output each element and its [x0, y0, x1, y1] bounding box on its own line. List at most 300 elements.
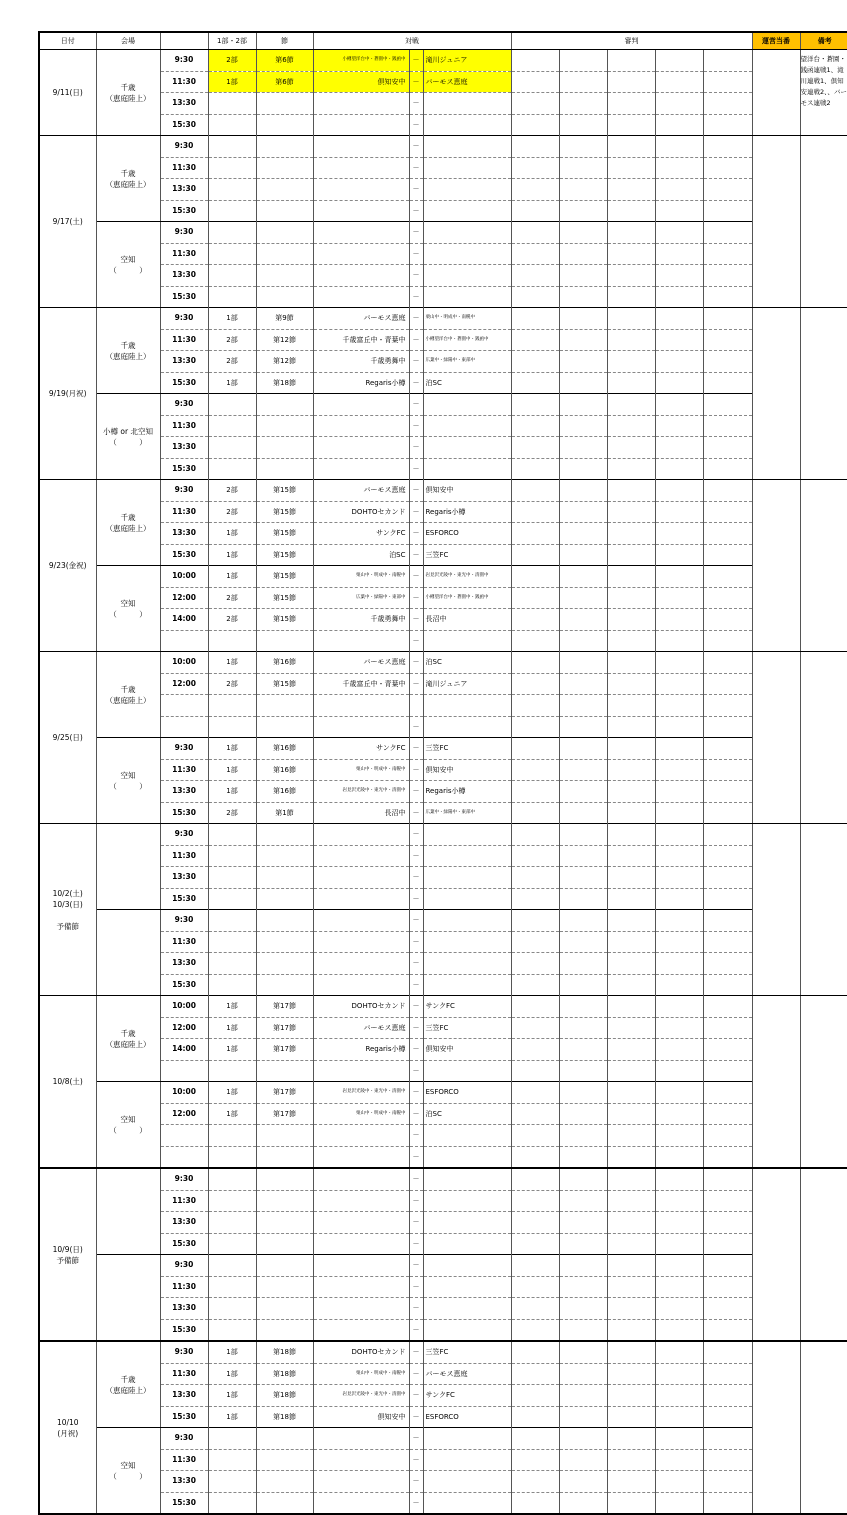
referee-cell	[559, 1276, 607, 1298]
division-cell	[208, 867, 256, 889]
referee-cell	[511, 953, 559, 975]
time-cell: 13:30	[160, 265, 208, 287]
referee-cell	[511, 824, 559, 846]
referee-cell	[655, 458, 703, 480]
time-cell: 12:00	[160, 1017, 208, 1039]
referee-cell	[559, 200, 607, 222]
division-cell	[208, 1492, 256, 1514]
referee-cell	[559, 738, 607, 760]
referee-cell	[703, 1428, 752, 1450]
referee-cell	[703, 1449, 752, 1471]
time-cell: 9:30	[160, 1341, 208, 1363]
home-team-cell: 長沼中	[313, 802, 409, 824]
vs-dash: －	[409, 523, 423, 545]
date-cell: 10/10 (月祝)	[39, 1341, 96, 1514]
time-cell: 13:30	[160, 93, 208, 115]
away-team-cell: 三笠FC	[423, 544, 511, 566]
venue-name: 千歳	[120, 1374, 136, 1384]
division-cell	[208, 265, 256, 287]
referee-cell	[511, 652, 559, 674]
header-division: 1部・2部	[208, 32, 256, 50]
division-cell	[208, 1146, 256, 1168]
time-cell: 15:30	[160, 802, 208, 824]
home-team-cell: バーモス恵庭	[313, 480, 409, 502]
referee-cell	[559, 1449, 607, 1471]
referee-cell	[559, 394, 607, 416]
schedule-row	[39, 566, 847, 588]
referee-cell	[511, 200, 559, 222]
venue-sub: （ ）	[109, 1471, 147, 1481]
referee-cell	[511, 609, 559, 631]
referee-cell	[511, 1406, 559, 1428]
home-team-cell: 広葉中・緑陽中・東部中	[313, 587, 409, 609]
referee-cell	[559, 759, 607, 781]
round-cell	[256, 867, 313, 889]
referee-cell	[511, 1212, 559, 1234]
home-team-cell	[313, 1492, 409, 1514]
header-date: 日付	[39, 32, 96, 50]
referee-cell	[559, 243, 607, 265]
referee-cell	[559, 1363, 607, 1385]
header-venue: 会場	[96, 32, 160, 50]
referee-cell	[703, 1146, 752, 1168]
home-team-cell	[313, 265, 409, 287]
vs-dash: －	[409, 286, 423, 308]
round-cell: 第12節	[256, 329, 313, 351]
referee-cell	[703, 1319, 752, 1341]
referee-cell	[511, 114, 559, 136]
vs-dash: －	[409, 222, 423, 244]
referee-cell	[607, 1125, 655, 1147]
time-cell: 13:30	[160, 1298, 208, 1320]
venue-sub: （ ）	[109, 609, 147, 619]
referee-cell	[607, 1233, 655, 1255]
time-cell: 9:30	[160, 824, 208, 846]
time-cell: 11:30	[160, 329, 208, 351]
referee-cell	[559, 523, 607, 545]
referee-cell	[511, 673, 559, 695]
division-cell	[208, 114, 256, 136]
referee-cell	[511, 351, 559, 373]
referee-cell	[607, 953, 655, 975]
round-cell	[256, 1212, 313, 1234]
referee-cell	[655, 415, 703, 437]
referee-cell	[511, 1341, 559, 1363]
division-cell	[208, 286, 256, 308]
referee-cell	[511, 996, 559, 1018]
referee-cell	[511, 265, 559, 287]
remarks-cell	[800, 824, 847, 996]
referee-cell	[655, 1017, 703, 1039]
home-team-cell: バーモス恵庭	[313, 308, 409, 330]
schedule-row	[39, 437, 847, 459]
time-cell: 13:30	[160, 1212, 208, 1234]
referee-cell	[655, 996, 703, 1018]
division-cell: 1部	[208, 781, 256, 803]
round-cell	[256, 1168, 313, 1190]
division-cell: 2部	[208, 50, 256, 72]
time-cell	[160, 1125, 208, 1147]
division-cell	[208, 1471, 256, 1493]
referee-cell	[703, 845, 752, 867]
time-cell: 13:30	[160, 781, 208, 803]
referee-cell	[607, 609, 655, 631]
referee-cell	[607, 738, 655, 760]
home-team-cell	[313, 415, 409, 437]
away-team-cell	[423, 1190, 511, 1212]
away-team-cell	[423, 1125, 511, 1147]
away-team-cell: 倶知安中	[423, 1039, 511, 1061]
referee-cell	[559, 1492, 607, 1514]
venue-name: 小樽 or 北空知	[103, 426, 153, 436]
referee-cell	[511, 695, 559, 717]
time-cell: 13:30	[160, 523, 208, 545]
round-cell	[256, 1298, 313, 1320]
away-team-cell	[423, 136, 511, 158]
referee-cell	[559, 1428, 607, 1450]
remarks-cell	[800, 652, 847, 824]
round-cell	[256, 222, 313, 244]
referee-cell	[703, 1017, 752, 1039]
referee-cell	[559, 501, 607, 523]
date-cell: 9/25(日)	[39, 652, 96, 824]
division-cell: 2部	[208, 802, 256, 824]
away-team-cell: 泊SC	[423, 1103, 511, 1125]
header-remarks: 備考	[800, 32, 847, 50]
remarks-cell	[800, 136, 847, 308]
referee-cell	[559, 480, 607, 502]
referee-cell	[703, 910, 752, 932]
division-cell: 1部	[208, 544, 256, 566]
away-team-cell	[423, 222, 511, 244]
away-team-cell: サンクFC	[423, 996, 511, 1018]
time-cell: 15:30	[160, 458, 208, 480]
away-team-cell	[423, 1298, 511, 1320]
round-cell	[256, 1125, 313, 1147]
round-cell: 第9節	[256, 308, 313, 330]
away-team-cell: ESFORCO	[423, 1082, 511, 1104]
referee-cell	[703, 1168, 752, 1190]
referee-cell	[607, 50, 655, 72]
round-cell	[256, 910, 313, 932]
time-cell: 9:30	[160, 136, 208, 158]
away-team-cell	[423, 157, 511, 179]
away-team-cell: 倶知安中	[423, 759, 511, 781]
referee-cell	[511, 1125, 559, 1147]
referee-cell	[655, 652, 703, 674]
vs-dash: －	[409, 802, 423, 824]
away-team-cell	[423, 1471, 511, 1493]
referee-cell	[703, 1233, 752, 1255]
schedule-row	[39, 544, 847, 566]
referee-cell	[655, 1298, 703, 1320]
vs-dash: －	[409, 458, 423, 480]
venue-cell	[96, 394, 160, 480]
home-team-cell: 栗山中・明成中・南幌中	[313, 1103, 409, 1125]
referee-cell	[559, 824, 607, 846]
vs-dash: －	[409, 394, 423, 416]
referee-cell	[559, 458, 607, 480]
away-team-cell: 岩見沢光陵中・東光中・清園中	[423, 566, 511, 588]
away-team-cell: 泊SC	[423, 652, 511, 674]
vs-dash: －	[409, 609, 423, 631]
away-team-cell	[423, 888, 511, 910]
home-team-cell: 栗山中・明成中・南幌中	[313, 759, 409, 781]
referee-cell	[511, 1233, 559, 1255]
home-team-cell: DOHTOセカンド	[313, 501, 409, 523]
vs-dash: －	[409, 1363, 423, 1385]
schedule-row	[39, 501, 847, 523]
referee-cell	[703, 1492, 752, 1514]
time-cell: 11:30	[160, 243, 208, 265]
referee-cell	[703, 329, 752, 351]
venue-sub: （恵庭陸上）	[105, 523, 151, 533]
vs-dash: －	[409, 716, 423, 738]
referee-cell	[655, 716, 703, 738]
date-cell: 10/2(土) 10/3(日) 予備節	[39, 824, 96, 996]
referee-cell	[607, 1255, 655, 1277]
round-cell: 第15節	[256, 523, 313, 545]
referee-cell	[703, 1125, 752, 1147]
referee-cell	[655, 673, 703, 695]
referee-cell	[607, 867, 655, 889]
vs-dash: －	[409, 1190, 423, 1212]
referee-cell	[607, 394, 655, 416]
round-cell	[256, 1255, 313, 1277]
schedule-row	[39, 1060, 847, 1082]
referee-cell	[703, 1341, 752, 1363]
referee-cell	[607, 1341, 655, 1363]
header-match: 対戦	[313, 32, 511, 50]
referee-cell	[511, 587, 559, 609]
home-team-cell	[313, 974, 409, 996]
time-cell: 12:00	[160, 1103, 208, 1125]
referee-cell	[511, 1471, 559, 1493]
referee-cell	[703, 480, 752, 502]
referee-cell	[703, 544, 752, 566]
date-cell: 9/17(土)	[39, 136, 96, 308]
home-team-cell	[313, 931, 409, 953]
referee-cell	[511, 1319, 559, 1341]
away-team-cell	[423, 1060, 511, 1082]
venue-sub: （ ）	[109, 265, 147, 275]
schedule-row	[39, 1168, 847, 1190]
referee-cell	[511, 1082, 559, 1104]
referee-cell	[703, 415, 752, 437]
referee-cell	[655, 953, 703, 975]
division-cell	[208, 1276, 256, 1298]
schedule-row	[39, 458, 847, 480]
round-cell: 第12節	[256, 351, 313, 373]
referee-cell	[703, 458, 752, 480]
time-cell: 15:30	[160, 888, 208, 910]
referee-cell	[511, 458, 559, 480]
division-cell	[208, 1428, 256, 1450]
venue-cell	[96, 996, 160, 1082]
schedule-row	[39, 1471, 847, 1493]
referee-cell	[703, 351, 752, 373]
division-cell	[208, 1233, 256, 1255]
round-cell	[256, 286, 313, 308]
referee-cell	[559, 222, 607, 244]
referee-cell	[559, 1039, 607, 1061]
referee-cell	[607, 157, 655, 179]
home-team-cell: 岩見沢光陵中・東光中・清園中	[313, 1082, 409, 1104]
referee-cell	[703, 523, 752, 545]
division-cell: 1部	[208, 1406, 256, 1428]
home-team-cell: 千歳富丘中・青葉中	[313, 329, 409, 351]
time-cell: 13:30	[160, 1385, 208, 1407]
date-cell: 9/11(日)	[39, 50, 96, 136]
referee-cell	[511, 1276, 559, 1298]
round-cell	[256, 243, 313, 265]
referee-cell	[511, 415, 559, 437]
referee-cell	[703, 1190, 752, 1212]
schedule-row	[39, 200, 847, 222]
referee-cell	[559, 1471, 607, 1493]
referee-cell	[607, 716, 655, 738]
division-cell: 1部	[208, 759, 256, 781]
referee-cell	[655, 222, 703, 244]
schedule-row	[39, 867, 847, 889]
home-team-cell	[313, 867, 409, 889]
time-cell	[160, 1060, 208, 1082]
referee-cell	[703, 93, 752, 115]
referee-cell	[511, 372, 559, 394]
referee-cell	[607, 501, 655, 523]
away-team-cell	[423, 1492, 511, 1514]
time-cell: 11:30	[160, 931, 208, 953]
home-team-cell	[313, 1255, 409, 1277]
referee-cell	[607, 136, 655, 158]
division-cell: 1部	[208, 308, 256, 330]
referee-cell	[607, 458, 655, 480]
vs-dash: －	[409, 1039, 423, 1061]
time-cell	[160, 630, 208, 652]
away-team-cell: 三笠FC	[423, 1341, 511, 1363]
round-cell	[256, 888, 313, 910]
vs-dash: －	[409, 738, 423, 760]
vs-dash: －	[409, 114, 423, 136]
round-cell	[256, 1428, 313, 1450]
referee-cell	[607, 673, 655, 695]
time-cell: 15:30	[160, 372, 208, 394]
time-cell: 13:30	[160, 953, 208, 975]
header-row	[39, 32, 847, 50]
referee-cell	[607, 759, 655, 781]
referee-cell	[607, 802, 655, 824]
referee-cell	[559, 1255, 607, 1277]
home-team-cell: 倶知安中	[313, 71, 409, 93]
referee-cell	[607, 1190, 655, 1212]
referee-cell	[559, 609, 607, 631]
vs-dash: －	[409, 1492, 423, 1514]
division-cell	[208, 630, 256, 652]
remarks-cell	[800, 480, 847, 652]
referee-cell	[655, 1319, 703, 1341]
round-cell: 第1節	[256, 802, 313, 824]
time-cell: 15:30	[160, 200, 208, 222]
referee-cell	[703, 394, 752, 416]
away-team-cell	[423, 695, 511, 717]
referee-cell	[511, 1017, 559, 1039]
referee-cell	[655, 1082, 703, 1104]
time-cell: 13:30	[160, 867, 208, 889]
home-team-cell	[313, 824, 409, 846]
referee-cell	[607, 1385, 655, 1407]
referee-cell	[607, 372, 655, 394]
schedule-row	[39, 1428, 847, 1450]
referee-cell	[655, 609, 703, 631]
round-cell: 第16節	[256, 652, 313, 674]
vs-dash: －	[409, 1255, 423, 1277]
referee-cell	[703, 437, 752, 459]
home-team-cell	[313, 888, 409, 910]
referee-cell	[607, 1449, 655, 1471]
schedule-row	[39, 910, 847, 932]
referee-cell	[703, 308, 752, 330]
away-team-cell	[423, 630, 511, 652]
date-cell: 9/23(金祝)	[39, 480, 96, 652]
referee-cell	[607, 1428, 655, 1450]
referee-cell	[607, 824, 655, 846]
referee-cell	[703, 974, 752, 996]
referee-cell	[703, 286, 752, 308]
referee-cell	[511, 910, 559, 932]
venue-name: 空知	[120, 1114, 136, 1124]
referee-cell	[703, 609, 752, 631]
venue-name: 千歳	[120, 684, 136, 694]
round-cell: 第17節	[256, 1017, 313, 1039]
referee-cell	[559, 910, 607, 932]
vs-dash: －	[409, 501, 423, 523]
division-cell: 2部	[208, 329, 256, 351]
round-cell	[256, 136, 313, 158]
referee-cell	[559, 845, 607, 867]
referee-cell	[559, 1233, 607, 1255]
referee-cell	[511, 867, 559, 889]
round-cell: 第17節	[256, 1039, 313, 1061]
referee-cell	[511, 71, 559, 93]
time-cell: 9:30	[160, 480, 208, 502]
referee-cell	[559, 587, 607, 609]
venue-cell	[96, 652, 160, 738]
round-cell	[256, 953, 313, 975]
referee-cell	[655, 781, 703, 803]
away-team-cell	[423, 931, 511, 953]
schedule-row	[39, 1298, 847, 1320]
home-team-cell	[313, 1212, 409, 1234]
referee-cell	[511, 1255, 559, 1277]
referee-cell	[511, 1492, 559, 1514]
away-team-cell: Regaris小樽	[423, 501, 511, 523]
referee-cell	[703, 738, 752, 760]
referee-cell	[511, 888, 559, 910]
home-team-cell	[313, 910, 409, 932]
time-cell: 9:30	[160, 1255, 208, 1277]
referee-cell	[607, 566, 655, 588]
home-team-cell	[313, 1125, 409, 1147]
referee-cell	[655, 523, 703, 545]
referee-cell	[703, 1471, 752, 1493]
operation-cell	[752, 1341, 800, 1514]
header-operation: 運営当番	[752, 32, 800, 50]
referee-cell	[559, 1125, 607, 1147]
division-cell	[208, 1298, 256, 1320]
referee-cell	[655, 630, 703, 652]
referee-cell	[703, 200, 752, 222]
venue-cell	[96, 50, 160, 136]
